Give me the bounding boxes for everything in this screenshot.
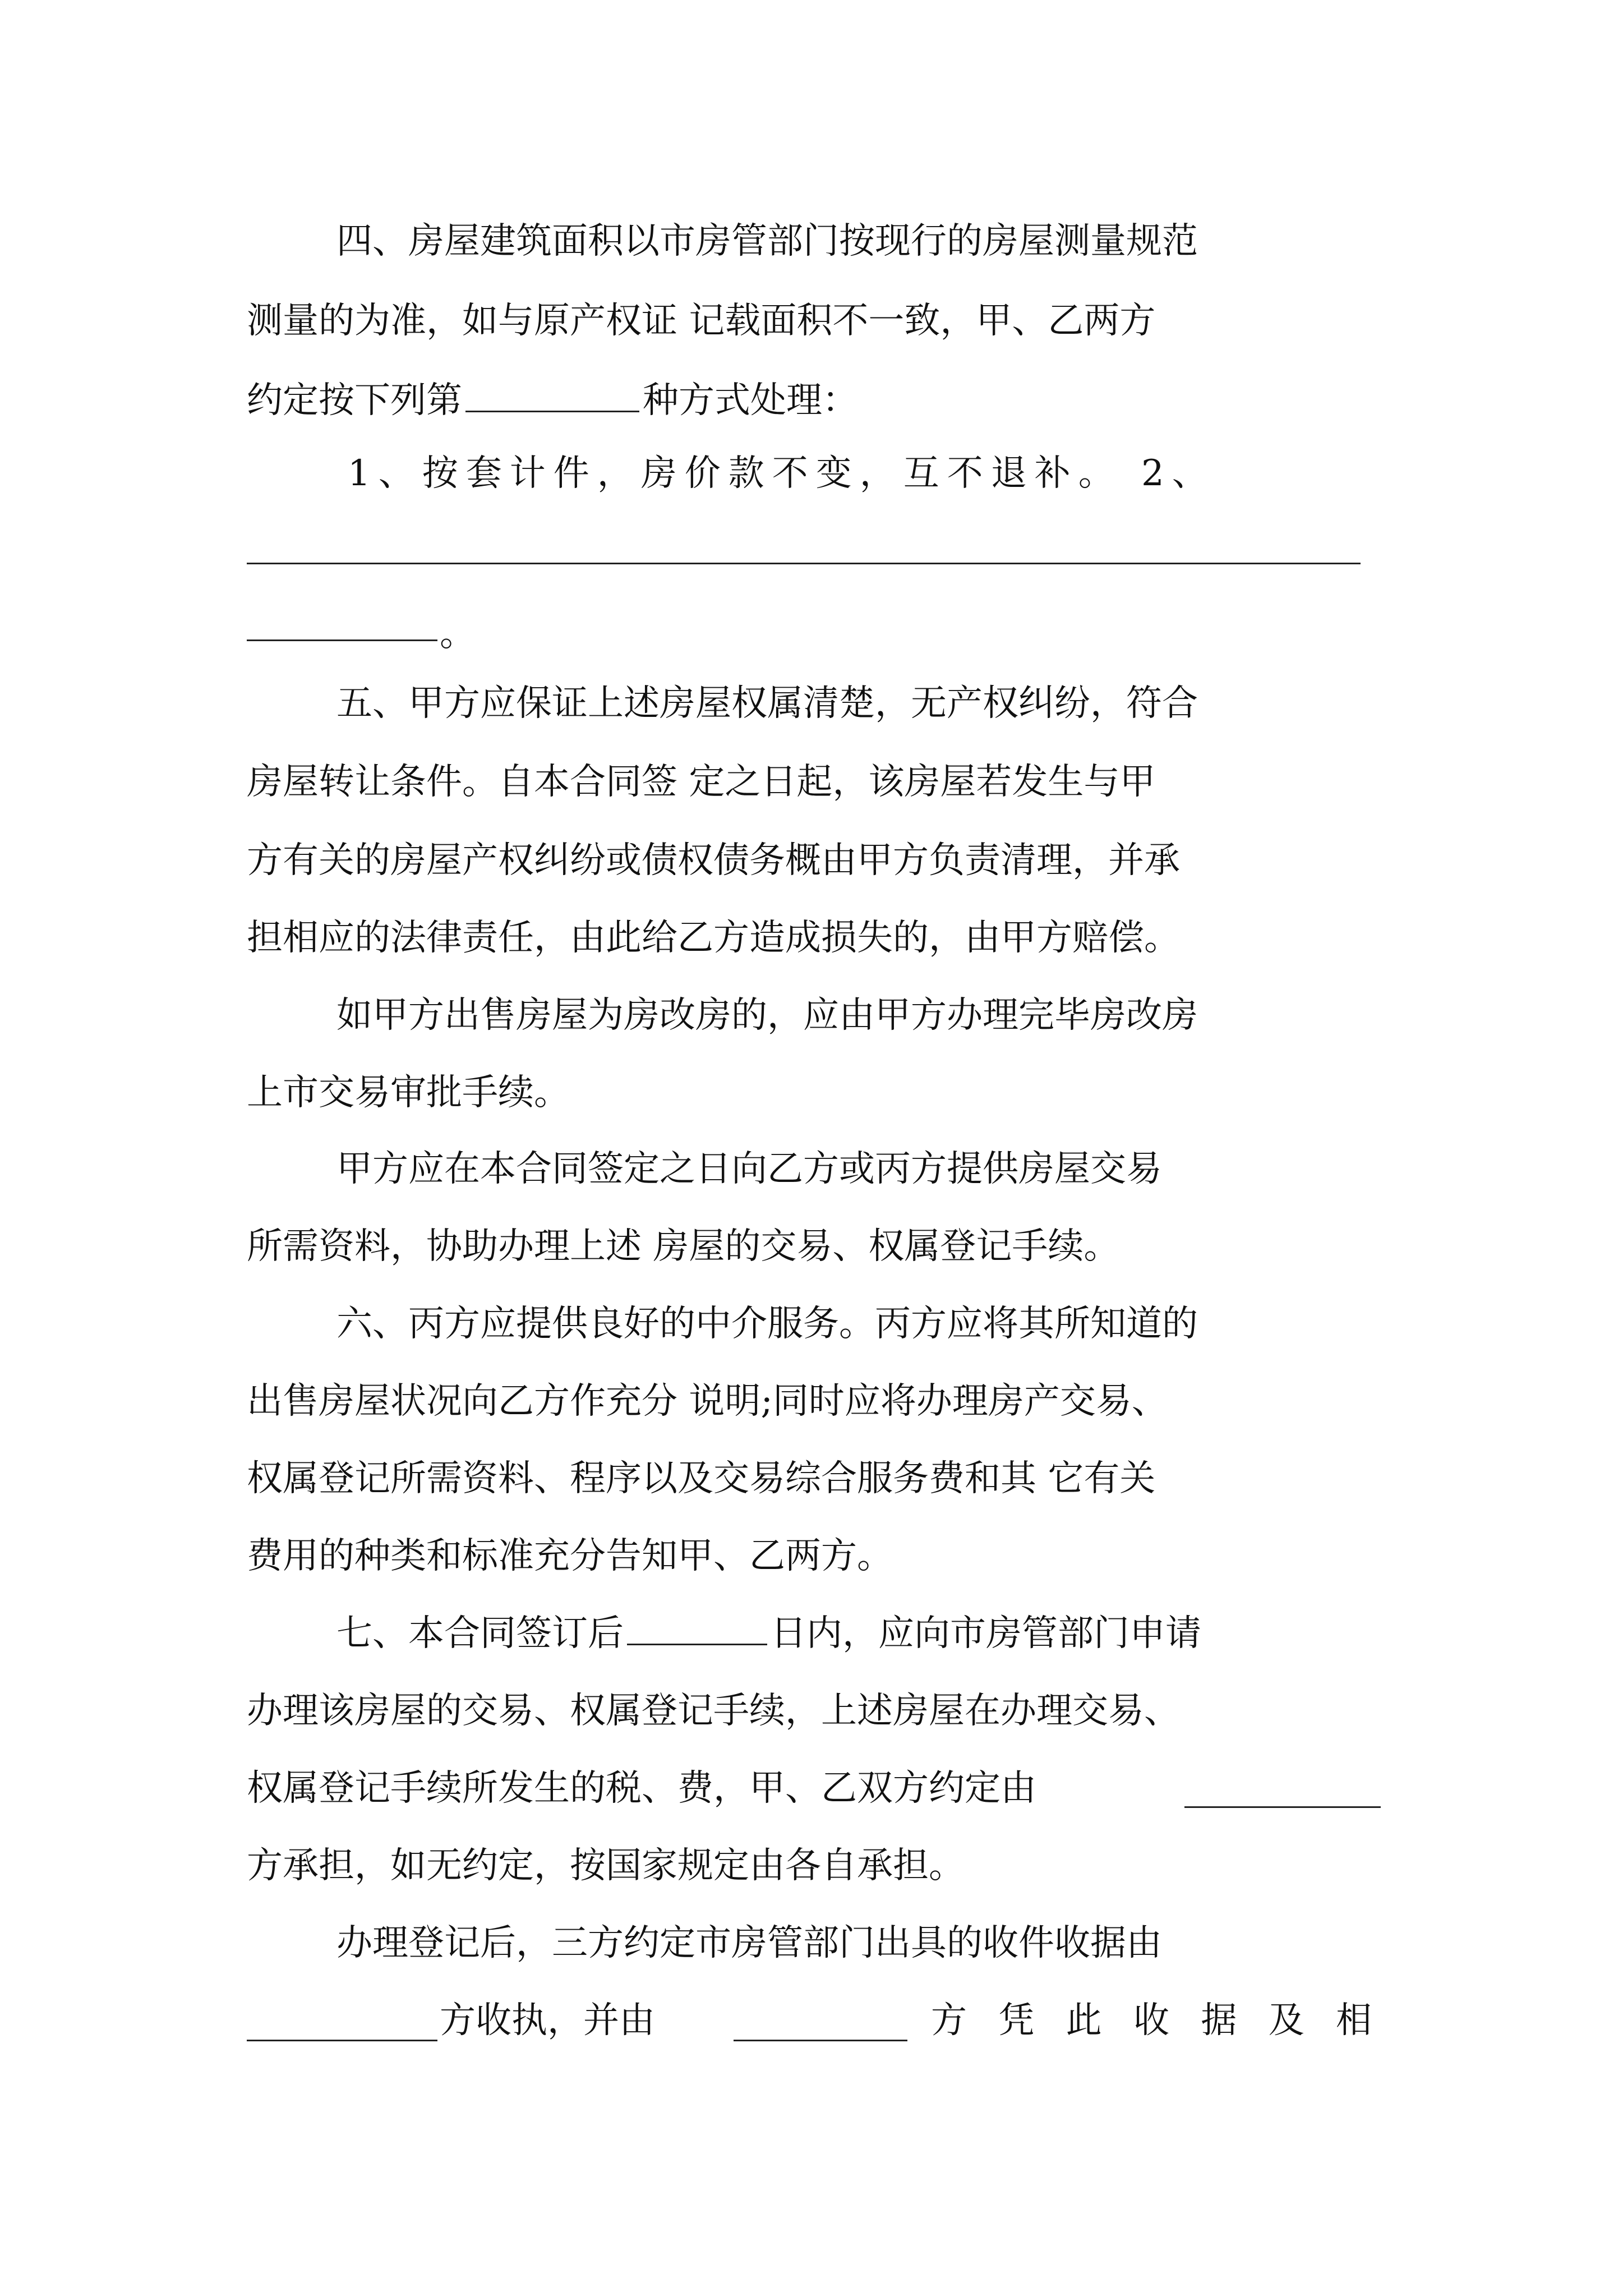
p5b-line-2: 上市交易审批手续。 — [247, 1072, 570, 1114]
p6-line-2: 出售房屋状况向乙方作充分 说明;同时应将办理房产交易、 — [247, 1381, 1168, 1422]
p4-option-1: 1、按套计件，房价款不变，互不退补。 2、 — [348, 453, 1216, 494]
tax-payer-blank — [1184, 1806, 1381, 1808]
p4-line-3-end: 种方式处理： — [643, 380, 858, 421]
p4-option-2-end: 。 — [440, 613, 476, 655]
p5-line-1: 五、甲方应保证上述房屋权属清楚，无产权纠纷，符合 — [336, 683, 1198, 724]
p5c-line-1: 甲方应在本合同签定之日向乙方或丙方提供房屋交易 — [336, 1148, 1162, 1190]
p6-line-4: 费用的种类和标准充分告知甲、乙两方。 — [247, 1535, 893, 1577]
p8-line-2-start: 方收执，并由 — [440, 2000, 655, 2041]
p6-line-1: 六、丙方应提供良好的中介服务。丙方应将其所知道的 — [336, 1303, 1198, 1345]
p6-line-3: 权属登记所需资料、程序以及交易综合服务费和其 它有关 — [247, 1458, 1156, 1499]
p4-line-2: 测量的为准，如与原产权证 记载面积不一致，甲、乙两方 — [247, 300, 1156, 342]
receipt-user-blank — [734, 2040, 907, 2041]
p4-line-3 — [0, 380, 1623, 421]
p5-line-3: 方有关的房屋产权纠纷或债权债务概由甲方负责清理，并承 — [247, 840, 1180, 881]
p7-line-1 — [0, 1613, 1623, 1654]
p7-line-1-end: 日内，应向市房管部门申请 — [771, 1613, 1201, 1654]
p5-line-2: 房屋转让条件。自本合同签 定之日起，该房屋若发生与甲 — [247, 761, 1156, 803]
p7-line-4: 方承担，如无约定，按国家规定由各自承担。 — [247, 1845, 965, 1887]
option-2-blank-line — [247, 563, 1361, 564]
p8-line-1: 办理登记后，三方约定市房管部门出具的收件收据由 — [336, 1922, 1162, 1964]
method-number-blank — [465, 408, 639, 412]
p5-line-4: 担相应的法律责任，由此给乙方造成损失的，由甲方赔偿。 — [247, 917, 1180, 959]
p5c-line-2: 所需资料，协助办理上述 房屋的交易、权属登记手续。 — [247, 1226, 1120, 1267]
p7-line-3: 权属登记手续所发生的税、费，甲、乙双方约定由 — [247, 1768, 1036, 1809]
p4-line-3-start: 约定按下列第 — [247, 380, 462, 421]
days-blank — [627, 1641, 767, 1645]
receipt-holder-blank — [247, 2040, 437, 2041]
p4-line-1: 四、房屋建筑面积以市房管部门按现行的房屋测量规范 — [336, 220, 1198, 262]
p7-line-2: 办理该房屋的交易、权属登记手续，上述房屋在办理交易、 — [247, 1690, 1180, 1732]
p7-line-1-start: 七、本合同签订后 — [336, 1613, 624, 1654]
p5b-line-1: 如甲方出售房屋为房改房的，应由甲方办理完毕房改房 — [336, 995, 1198, 1036]
p8-line-2-end: 方 凭 此 收 据 及 相 — [931, 2000, 1382, 2041]
